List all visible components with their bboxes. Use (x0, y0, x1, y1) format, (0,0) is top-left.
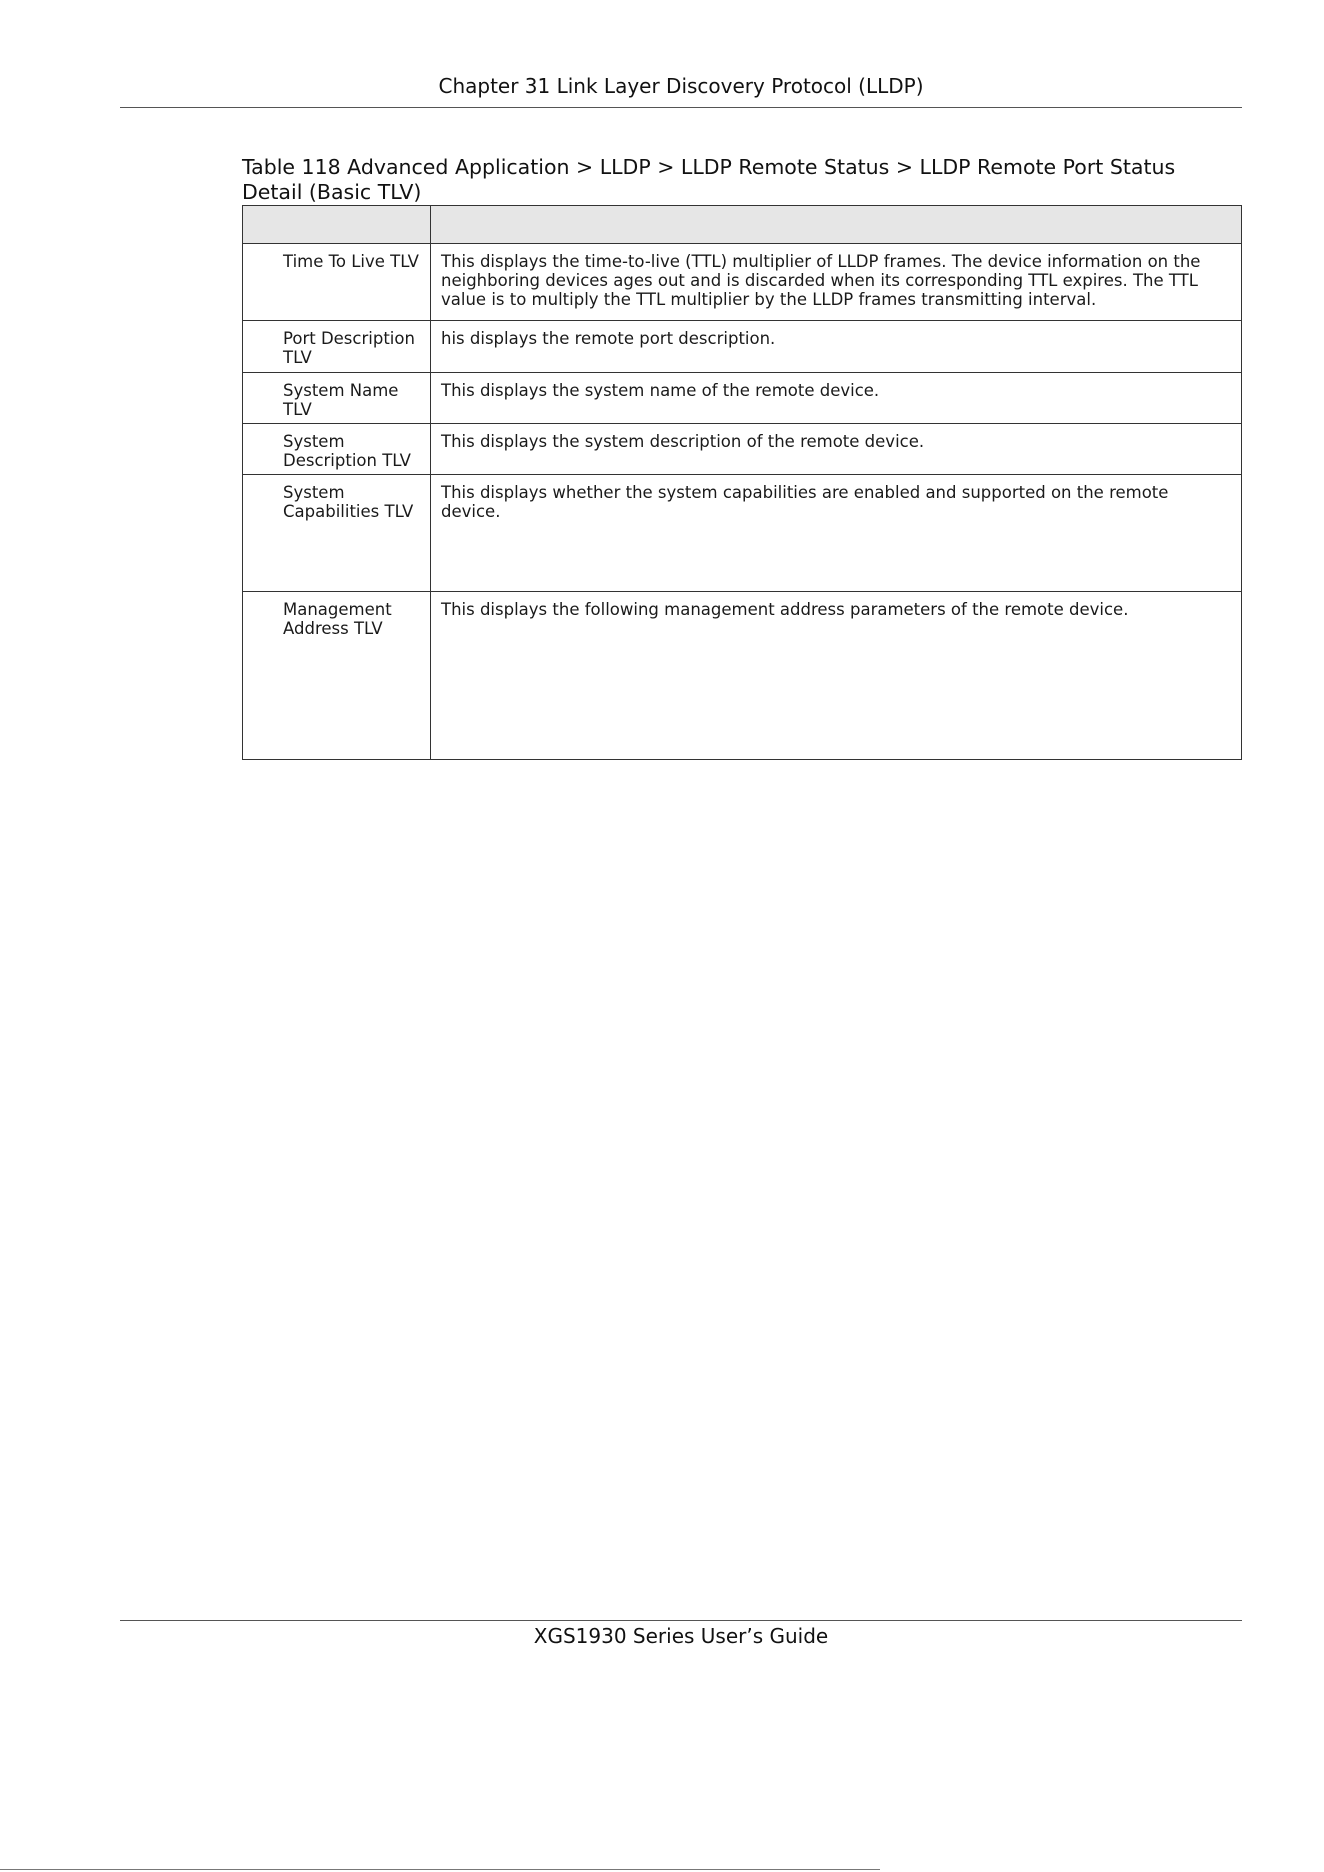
page-header: Chapter 31 Link Layer Discovery Protocol (LLDP) (438, 74, 924, 98)
table-row (243, 424, 1242, 475)
table-row (243, 321, 1242, 373)
bottom-edge-rule (0, 1869, 880, 1870)
table-row (243, 592, 1242, 760)
row-description: This displays whether the system capabilities are enabled and supported on the remote device. (431, 475, 1242, 592)
table-row (243, 475, 1242, 592)
row-description: This displays the following management address parameters of the remote device. (431, 592, 1242, 760)
row-description: This displays the system description of the remote device. (431, 424, 1242, 475)
row-label: Management Address TLV (243, 592, 431, 760)
footer-divider (120, 1620, 1242, 1621)
table-header-label (243, 206, 431, 244)
page-footer: XGS1930 Series User’s Guide (533, 1624, 829, 1648)
row-label: Time To Live TLV (243, 244, 431, 321)
row-description: his displays the remote port description. (431, 321, 1242, 373)
table-header-description (431, 206, 1242, 244)
row-label: System Capabilities TLV (243, 475, 431, 592)
row-label: System Name TLV (243, 373, 431, 424)
table-header-row (243, 206, 1242, 244)
row-label: Port Description TLV (243, 321, 431, 373)
table-caption: Table 118 Advanced Application > LLDP > LLDP Remote Status > LLDP Remote Port Status Detail (Basic TLV) (242, 155, 1176, 204)
row-description: This displays the time-to-live (TTL) multiplier of LLDP frames. The device information on the neighboring devices ages out and is discarded when its corresponding TTL expires. The TTL value is to multiply the TTL multiplier by the LLDP frames transmitting interval. (431, 244, 1242, 321)
header-divider (120, 107, 1242, 108)
table-row (243, 244, 1242, 321)
tlv-table (242, 205, 1242, 760)
row-label: System Description TLV (243, 424, 431, 475)
table-row (243, 373, 1242, 424)
row-description: This displays the system name of the remote device. (431, 373, 1242, 424)
